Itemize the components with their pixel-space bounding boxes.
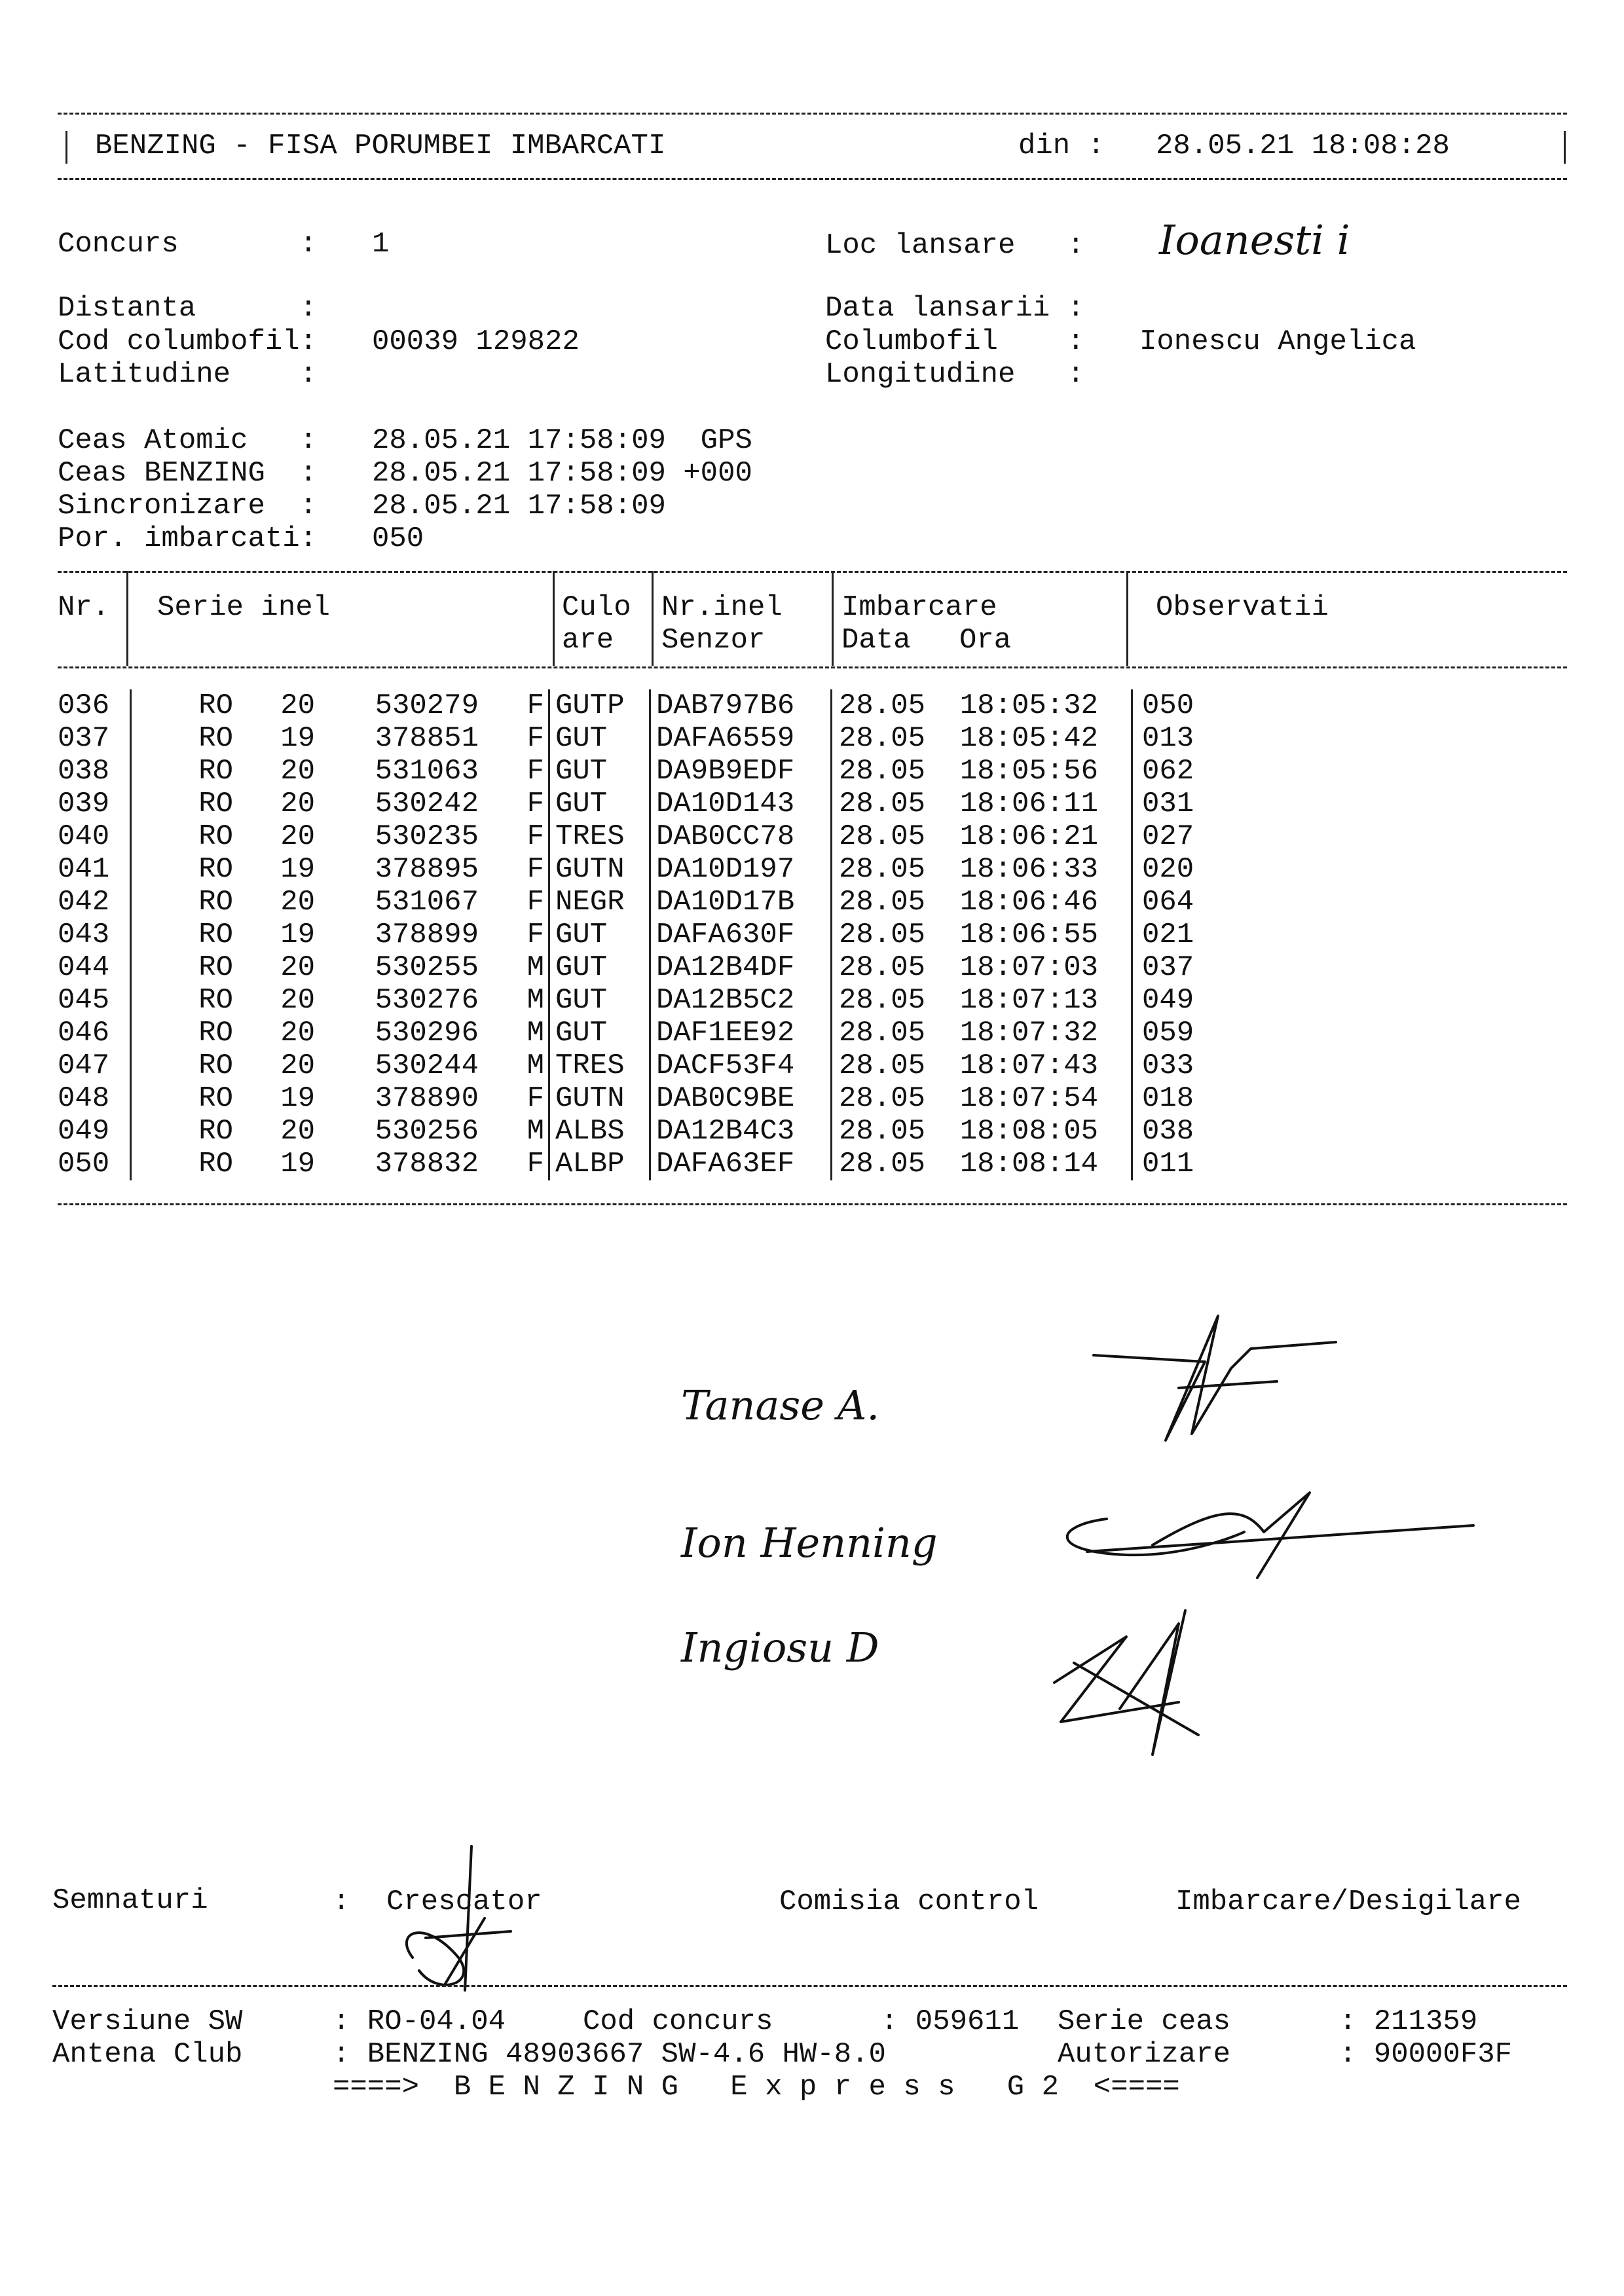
col-serie-inel-header: Serie inel bbox=[157, 591, 331, 624]
table-row bbox=[58, 755, 1194, 788]
cell-obs: 062 bbox=[1132, 755, 1194, 788]
cell-obs: 064 bbox=[1132, 886, 1194, 919]
cell-numar: 378851 bbox=[375, 722, 479, 755]
cell-nr: 041 bbox=[58, 853, 131, 886]
cell-an: 20 bbox=[280, 788, 315, 820]
cell-culoare: NEGR bbox=[549, 886, 650, 919]
cell-culoare: GUT bbox=[549, 951, 650, 984]
benzing-express-banner: ====> B E N Z I N G E x p r e s s G 2 <==== bbox=[333, 2071, 1180, 2104]
col-imbarcare-header: Imbarcare bbox=[841, 591, 997, 624]
cell-ora: 18:05:32 bbox=[959, 689, 1099, 722]
table-row bbox=[58, 788, 1194, 820]
cell-culoare: GUT bbox=[549, 1017, 650, 1049]
cell-tara: RO bbox=[198, 722, 233, 755]
cell-numar: 530255 bbox=[375, 951, 479, 984]
cell-obs: 033 bbox=[1132, 1049, 1194, 1082]
serie-ceas-value: : 211359 bbox=[1339, 2005, 1478, 2038]
header-top-rule bbox=[58, 113, 1567, 115]
table-row bbox=[58, 984, 1194, 1017]
cell-data: 28.05 bbox=[839, 755, 926, 788]
table-header-sep-3 bbox=[652, 571, 654, 666]
cell-an: 20 bbox=[280, 1017, 315, 1049]
por-imbarcati-label: Por. imbarcati: bbox=[58, 522, 318, 555]
cell-data: 28.05 bbox=[839, 689, 926, 722]
comisia-control-label: Comisia control bbox=[779, 1886, 1039, 1918]
cell-sex: M bbox=[526, 1017, 544, 1049]
ceas-atomic-label: Ceas Atomic : bbox=[58, 424, 318, 457]
col-nr-header: Nr. bbox=[58, 591, 110, 624]
col-ora-header: Ora bbox=[959, 624, 1012, 657]
handwritten-name-2: Ion Henning bbox=[681, 1519, 938, 1567]
cell-an: 20 bbox=[280, 1115, 315, 1148]
signature-mark-2 bbox=[1048, 1480, 1506, 1597]
col-culoare-header-1: Culo bbox=[562, 591, 631, 624]
cell-nr: 046 bbox=[58, 1017, 131, 1049]
cell-an: 19 bbox=[280, 919, 315, 951]
cell-data-ora bbox=[832, 853, 1132, 886]
cell-culoare: TRES bbox=[549, 1049, 650, 1082]
cell-data-ora bbox=[832, 1049, 1132, 1082]
cell-obs: 020 bbox=[1132, 853, 1194, 886]
cell-data-ora bbox=[832, 1148, 1132, 1180]
cell-culoare: GUT bbox=[549, 919, 650, 951]
cell-data: 28.05 bbox=[839, 1049, 926, 1082]
cod-columbofil-value: 00039 129822 bbox=[372, 325, 580, 358]
cell-numar: 531067 bbox=[375, 886, 479, 919]
cell-sex: F bbox=[526, 788, 544, 820]
cell-data-ora bbox=[832, 951, 1132, 984]
header-right-border bbox=[1564, 131, 1566, 164]
cell-nr: 039 bbox=[58, 788, 131, 820]
cell-an: 19 bbox=[280, 1148, 315, 1180]
table-row bbox=[58, 919, 1194, 951]
cell-data-ora bbox=[832, 820, 1132, 853]
cell-nr: 042 bbox=[58, 886, 131, 919]
header-bottom-rule bbox=[58, 178, 1567, 180]
cell-culoare: GUT bbox=[549, 984, 650, 1017]
table-header-sep-4 bbox=[832, 571, 834, 666]
ceas-benzing-value: 28.05.21 17:58:09 +000 bbox=[372, 457, 752, 490]
crescator-label: Crescator bbox=[386, 1886, 542, 1918]
cell-tara: RO bbox=[198, 1148, 233, 1180]
cell-data: 28.05 bbox=[839, 820, 926, 853]
pigeon-table bbox=[58, 689, 1194, 1180]
cell-nr: 036 bbox=[58, 689, 131, 722]
cell-tara: RO bbox=[198, 1049, 233, 1082]
cell-an: 20 bbox=[280, 755, 315, 788]
cell-obs: 031 bbox=[1132, 788, 1194, 820]
cell-sex: F bbox=[526, 820, 544, 853]
por-imbarcati-value: 050 bbox=[372, 522, 424, 555]
signature-mark-1 bbox=[1087, 1309, 1362, 1453]
table-row bbox=[58, 853, 1194, 886]
crescator-signature bbox=[386, 1833, 530, 2003]
semnaturi-colon: : bbox=[333, 1886, 350, 1918]
cell-inel: DAFA6559 bbox=[650, 722, 832, 755]
cell-data-ora bbox=[832, 984, 1132, 1017]
cell-numar: 378890 bbox=[375, 1082, 479, 1115]
concurs-label: Concurs : bbox=[58, 228, 318, 261]
cell-sex: M bbox=[526, 1049, 544, 1082]
table-row bbox=[58, 1049, 1194, 1082]
handwritten-name-1: Tanase A. bbox=[681, 1381, 880, 1429]
cell-numar: 378895 bbox=[375, 853, 479, 886]
cell-numar: 530296 bbox=[375, 1017, 479, 1049]
cell-data: 28.05 bbox=[839, 886, 926, 919]
antena-club-label: Antena Club bbox=[52, 2038, 243, 2071]
cell-numar: 530276 bbox=[375, 984, 479, 1017]
cell-ora: 18:07:13 bbox=[959, 984, 1099, 1017]
cell-data-ora bbox=[832, 755, 1132, 788]
cell-sex: F bbox=[526, 919, 544, 951]
cell-data: 28.05 bbox=[839, 919, 926, 951]
table-row bbox=[58, 689, 1194, 722]
cell-inel: DA12B4DF bbox=[650, 951, 832, 984]
cell-obs: 013 bbox=[1132, 722, 1194, 755]
header-din-label: din : bbox=[1018, 130, 1105, 162]
header-din-value: 28.05.21 18:08:28 bbox=[1156, 130, 1450, 162]
table-header-rule bbox=[58, 666, 1567, 668]
antena-club-value: : BENZING 48903667 SW-4.6 HW-8.0 bbox=[333, 2038, 886, 2071]
cell-tara: RO bbox=[198, 689, 233, 722]
cell-data: 28.05 bbox=[839, 1082, 926, 1115]
cell-sex: F bbox=[526, 722, 544, 755]
cell-nr: 044 bbox=[58, 951, 131, 984]
semnaturi-label: Semnaturi bbox=[52, 1884, 208, 1917]
cell-obs: 059 bbox=[1132, 1017, 1194, 1049]
cell-an: 20 bbox=[280, 820, 315, 853]
cell-data-ora bbox=[832, 689, 1132, 722]
cell-nr: 040 bbox=[58, 820, 131, 853]
footer-top-rule bbox=[52, 1985, 1567, 1987]
cod-concurs-value: : 059611 bbox=[881, 2005, 1020, 2038]
cell-sex: M bbox=[526, 1115, 544, 1148]
concurs-value: 1 bbox=[372, 228, 390, 261]
cell-obs: 018 bbox=[1132, 1082, 1194, 1115]
cell-data: 28.05 bbox=[839, 853, 926, 886]
loc-lansare-handwritten: Ioanesti i bbox=[1159, 216, 1350, 264]
cell-sex: F bbox=[526, 1148, 544, 1180]
cell-tara: RO bbox=[198, 919, 233, 951]
pigeon-table-body bbox=[58, 689, 1194, 1180]
cell-sex: F bbox=[526, 689, 544, 722]
cell-culoare: GUTN bbox=[549, 1082, 650, 1115]
cell-ora: 18:07:43 bbox=[959, 1049, 1099, 1082]
table-row bbox=[58, 722, 1194, 755]
cell-culoare: TRES bbox=[549, 820, 650, 853]
cell-ora: 18:05:56 bbox=[959, 755, 1099, 788]
cell-ora: 18:08:14 bbox=[959, 1148, 1099, 1180]
cell-nr: 045 bbox=[58, 984, 131, 1017]
col-nr-inel-header: Nr.inel bbox=[661, 591, 783, 624]
autorizare-label: Autorizare bbox=[1058, 2038, 1231, 2071]
cell-an: 20 bbox=[280, 886, 315, 919]
cell-tara: RO bbox=[198, 1082, 233, 1115]
cell-culoare: ALBS bbox=[549, 1115, 650, 1148]
table-row bbox=[58, 1115, 1194, 1148]
cell-ora: 18:07:03 bbox=[959, 951, 1099, 984]
cell-culoare: GUT bbox=[549, 722, 650, 755]
data-lansarii-label: Data lansarii : bbox=[825, 292, 1085, 325]
cell-obs: 050 bbox=[1132, 689, 1194, 722]
cell-culoare: GUT bbox=[549, 788, 650, 820]
cell-numar: 378832 bbox=[375, 1148, 479, 1180]
header-left-border bbox=[65, 131, 67, 164]
cell-inel: DA12B4C3 bbox=[650, 1115, 832, 1148]
cell-sex: F bbox=[526, 755, 544, 788]
autorizare-value: : 90000F3F bbox=[1339, 2038, 1513, 2071]
cell-ora: 18:06:33 bbox=[959, 853, 1099, 886]
cell-data: 28.05 bbox=[839, 722, 926, 755]
cell-obs: 037 bbox=[1132, 951, 1194, 984]
cell-tara: RO bbox=[198, 820, 233, 853]
longitudine-label: Longitudine : bbox=[825, 358, 1085, 391]
cell-inel: DACF53F4 bbox=[650, 1049, 832, 1082]
sincronizare-value: 28.05.21 17:58:09 bbox=[372, 490, 666, 522]
table-top-rule bbox=[58, 571, 1567, 573]
cell-ora: 18:07:54 bbox=[959, 1082, 1099, 1115]
table-row bbox=[58, 1082, 1194, 1115]
latitudine-label: Latitudine : bbox=[58, 358, 318, 391]
cell-obs: 038 bbox=[1132, 1115, 1194, 1148]
col-culoare-header-2: are bbox=[562, 624, 614, 657]
ceas-benzing-label: Ceas BENZING : bbox=[58, 457, 318, 490]
serie-ceas-label: Serie ceas bbox=[1058, 2005, 1231, 2038]
cod-concurs-label: Cod concurs bbox=[583, 2005, 773, 2038]
cell-nr: 047 bbox=[58, 1049, 131, 1082]
cell-inel: DA10D197 bbox=[650, 853, 832, 886]
cell-culoare: GUTN bbox=[549, 853, 650, 886]
versiune-sw-label: Versiune SW bbox=[52, 2005, 243, 2038]
table-header-sep-1 bbox=[126, 571, 128, 666]
cell-an: 20 bbox=[280, 1049, 315, 1082]
distanta-label: Distanta : bbox=[58, 292, 318, 325]
cell-data-ora bbox=[832, 788, 1132, 820]
cell-nr: 043 bbox=[58, 919, 131, 951]
cell-an: 19 bbox=[280, 1082, 315, 1115]
cell-numar: 530242 bbox=[375, 788, 479, 820]
cell-an: 20 bbox=[280, 984, 315, 1017]
cell-inel: DA9B9EDF bbox=[650, 755, 832, 788]
table-row bbox=[58, 1148, 1194, 1180]
col-senzor-header: Senzor bbox=[661, 624, 766, 657]
imbarcare-desigilare-label: Imbarcare/Desigilare bbox=[1175, 1886, 1522, 1918]
cell-obs: 049 bbox=[1132, 984, 1194, 1017]
cell-tara: RO bbox=[198, 788, 233, 820]
cell-data: 28.05 bbox=[839, 1017, 926, 1049]
cell-sex: M bbox=[526, 951, 544, 984]
cell-inel: DA10D17B bbox=[650, 886, 832, 919]
cell-data-ora bbox=[832, 1082, 1132, 1115]
cell-sex: F bbox=[526, 886, 544, 919]
cell-ora: 18:06:11 bbox=[959, 788, 1099, 820]
cell-obs: 027 bbox=[1132, 820, 1194, 853]
cell-ora: 18:08:05 bbox=[959, 1115, 1099, 1148]
cell-data: 28.05 bbox=[839, 1115, 926, 1148]
cell-culoare: GUT bbox=[549, 755, 650, 788]
cell-numar: 378899 bbox=[375, 919, 479, 951]
cell-numar: 531063 bbox=[375, 755, 479, 788]
cell-inel: DA12B5C2 bbox=[650, 984, 832, 1017]
ceas-atomic-value: 28.05.21 17:58:09 GPS bbox=[372, 424, 752, 457]
signature-mark-3 bbox=[1035, 1604, 1244, 1761]
cell-tara: RO bbox=[198, 951, 233, 984]
cell-data: 28.05 bbox=[839, 1148, 926, 1180]
cell-obs: 021 bbox=[1132, 919, 1194, 951]
cell-nr: 050 bbox=[58, 1148, 131, 1180]
cell-an: 20 bbox=[280, 689, 315, 722]
cell-numar: 530279 bbox=[375, 689, 479, 722]
cell-inel: DAB0CC78 bbox=[650, 820, 832, 853]
cell-culoare: GUTP bbox=[549, 689, 650, 722]
columbofil-value: Ionescu Angelica bbox=[1139, 325, 1416, 358]
cell-tara: RO bbox=[198, 853, 233, 886]
cell-nr: 049 bbox=[58, 1115, 131, 1148]
header-title: BENZING - FISA PORUMBEI IMBARCATI bbox=[95, 130, 666, 162]
cell-inel: DAF1EE92 bbox=[650, 1017, 832, 1049]
table-row bbox=[58, 951, 1194, 984]
cell-data-ora bbox=[832, 722, 1132, 755]
cell-numar: 530256 bbox=[375, 1115, 479, 1148]
cell-ora: 18:05:42 bbox=[959, 722, 1099, 755]
cell-inel: DAFA63EF bbox=[650, 1148, 832, 1180]
cell-data-ora bbox=[832, 919, 1132, 951]
cell-tara: RO bbox=[198, 755, 233, 788]
cell-ora: 18:06:21 bbox=[959, 820, 1099, 853]
cell-nr: 037 bbox=[58, 722, 131, 755]
col-observatii-header: Observatii bbox=[1156, 591, 1329, 624]
cell-data-ora bbox=[832, 886, 1132, 919]
table-header-sep-5 bbox=[1126, 571, 1128, 666]
cell-numar: 530244 bbox=[375, 1049, 479, 1082]
cell-inel: DAB0C9BE bbox=[650, 1082, 832, 1115]
cell-ora: 18:06:55 bbox=[959, 919, 1099, 951]
table-header-sep-2 bbox=[553, 571, 555, 666]
cell-data: 28.05 bbox=[839, 788, 926, 820]
cell-data-ora bbox=[832, 1115, 1132, 1148]
sincronizare-label: Sincronizare : bbox=[58, 490, 318, 522]
cell-nr: 048 bbox=[58, 1082, 131, 1115]
cell-ora: 18:06:46 bbox=[959, 886, 1099, 919]
cell-tara: RO bbox=[198, 1017, 233, 1049]
cell-sex: F bbox=[526, 1082, 544, 1115]
table-bottom-rule bbox=[58, 1203, 1567, 1205]
table-row bbox=[58, 820, 1194, 853]
cell-tara: RO bbox=[198, 984, 233, 1017]
cell-nr: 038 bbox=[58, 755, 131, 788]
cell-an: 19 bbox=[280, 853, 315, 886]
table-row bbox=[58, 1017, 1194, 1049]
cell-culoare: ALBP bbox=[549, 1148, 650, 1180]
loc-lansare-label: Loc lansare : bbox=[825, 229, 1085, 262]
cell-sex: F bbox=[526, 853, 544, 886]
columbofil-label: Columbofil : bbox=[825, 325, 1085, 358]
cell-tara: RO bbox=[198, 886, 233, 919]
cell-numar: 530235 bbox=[375, 820, 479, 853]
cell-data: 28.05 bbox=[839, 984, 926, 1017]
versiune-sw-value: : RO-04.04 bbox=[333, 2005, 506, 2038]
cell-inel: DAB797B6 bbox=[650, 689, 832, 722]
cell-inel: DA10D143 bbox=[650, 788, 832, 820]
cell-tara: RO bbox=[198, 1115, 233, 1148]
cell-ora: 18:07:32 bbox=[959, 1017, 1099, 1049]
handwritten-name-3: Ingiosu D bbox=[681, 1624, 879, 1671]
cell-data-ora bbox=[832, 1017, 1132, 1049]
cell-an: 20 bbox=[280, 951, 315, 984]
table-row bbox=[58, 886, 1194, 919]
cell-data: 28.05 bbox=[839, 951, 926, 984]
col-data-header: Data bbox=[841, 624, 911, 657]
cell-sex: M bbox=[526, 984, 544, 1017]
cell-inel: DAFA630F bbox=[650, 919, 832, 951]
cell-obs: 011 bbox=[1132, 1148, 1194, 1180]
cod-columbofil-label: Cod columbofil: bbox=[58, 325, 318, 358]
cell-an: 19 bbox=[280, 722, 315, 755]
